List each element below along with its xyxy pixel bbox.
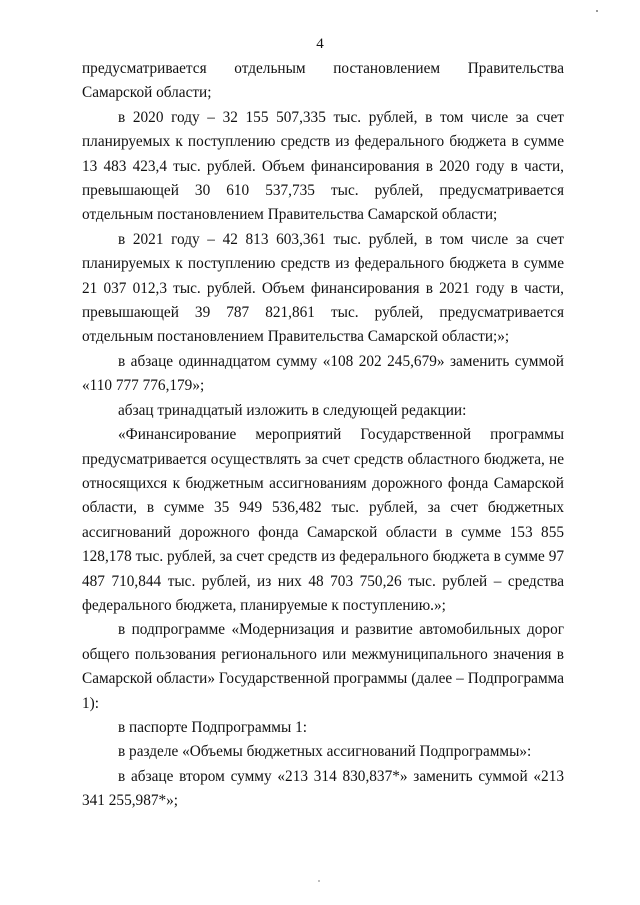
document-body — [82, 57, 564, 814]
page-number: 4 — [316, 36, 324, 52]
scan-artifact-dot-bottom — [318, 880, 320, 882]
paragraph-2020-funding: в 2020 году – 32 155 507,335 тыс. рублей, в том числе за счет планируемых к поступлению средств из федерального бюджета в сумме 13 483 423,4 тыс. рублей. Объем финансирования в 2020 году в части, превышающей 30 610 537,735 тыс. рублей, предусматривается отдельным постановлением Правительства Самарской области; — [82, 108, 564, 224]
paragraph-passport: в паспорте Подпрограммы 1: — [118, 718, 307, 736]
paragraph-2021-funding: в 2021 году – 42 813 603,361 тыс. рублей, в том числе за счет планируемых к поступлению средств из федерального бюджета в сумме 21 037 012,3 тыс. рублей. Объем финансирования в 2021 году в части, превышающей 39 787 821,861 тыс. рублей, предусматривается отдельным постановлением Правительства Самарской области;»; — [82, 230, 564, 346]
paragraph-financing-text: «Финансирование мероприятий Государственной программы предусматривается осуществлять за счет средств областного бюджета, не относящихся к бюджетным ассигнованиям дорожного фонда Самарской области, в сумме 35 949 536,482 тыс. рублей, за счет бюджетных ассигнований дорожного фонда Самарской области в сумме 153 855 128,178 тыс. рублей, за счет средств из федерального бюджета в сумме 97 487 710,844 тыс. рублей, из них 48 703 750,26 тыс. рублей – средства федерального бюджета, планируемые к поступлению.»; — [82, 426, 564, 614]
paragraph-subprogram-1: в подпрограмме «Модернизация и развитие автомобильных дорог общего пользования регионального или межмуниципального значения в Самарской области» Государственной программы (далее – Подпрограмма 1): — [82, 621, 564, 712]
paragraph-second-amendment: в абзаце втором сумму «213 314 830,837*» заменить суммой «213 341 255,987*»; — [82, 767, 564, 810]
paragraph-thirteenth-intro: абзац тринадцатый изложить в следующей редакции: — [118, 401, 467, 419]
paragraph-section-volumes: в разделе «Объемы бюджетных ассигнований Подпрограммы»: — [118, 743, 532, 761]
paragraph-continuation: предусматривается отдельным постановлением Правительства Самарской области; — [82, 60, 564, 102]
paragraph-eleventh-amendment: в абзаце одиннадцатом сумму «108 202 245,679» заменить суммой «110 777 776,179»; — [82, 352, 564, 395]
scan-artifact-dot — [596, 10, 598, 12]
